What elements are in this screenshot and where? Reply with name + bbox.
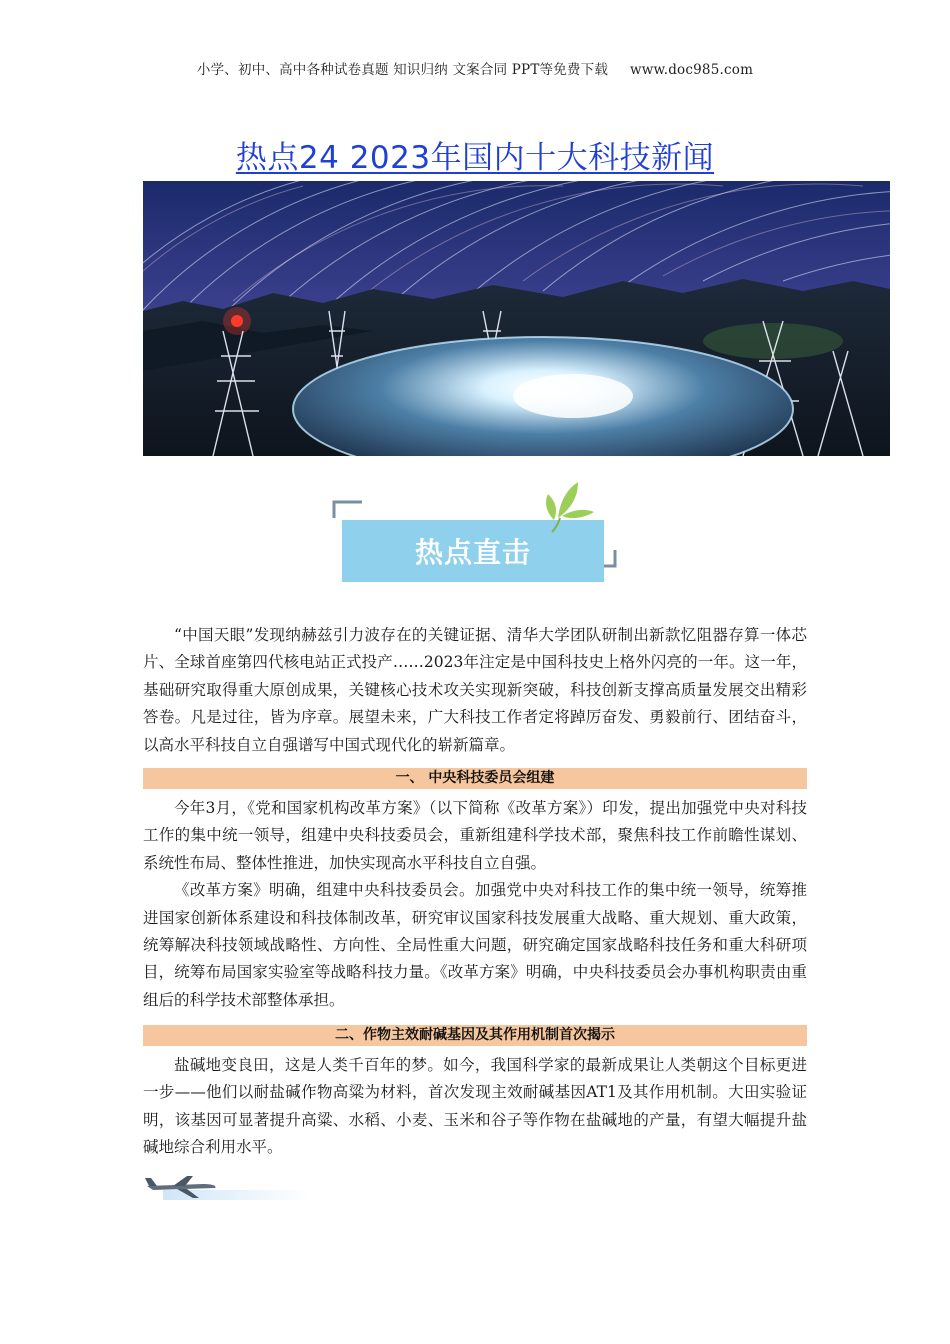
- section-heading-1: 一、 中央科技委员会组建: [143, 768, 807, 789]
- header-tagline: 小学、初中、高中各种试卷真题 知识归纳 文案合同 PPT等免费下载: [196, 62, 609, 78]
- telescope-hero-image: [143, 181, 890, 456]
- intro-paragraph: “中国天眼”发现纳赫兹引力波存在的关键证据、清华大学团队研制出新款忆阻器存算一体芯片、全球首座第四代核电站正式投产……2023年注定是中国科技史上格外闪亮的一年。这一年，基础研究取得重大原创成果，关键核心技术攻关实现新突破，科技创新支撑高质量发展交出精彩答卷。凡是过往，皆为序章。展望未来，广大科技工作者定将踔厉奋发、勇毅前行、团结奋斗，以高水平科技自立自强谱写中国式现代化的崭新篇章。: [143, 626, 807, 754]
- page-header: [0, 58, 950, 78]
- header-site-link[interactable]: www.doc985.com: [630, 62, 754, 78]
- leaf-icon: [546, 482, 594, 520]
- section-2-body: [143, 1052, 807, 1162]
- page-title: [0, 132, 950, 177]
- section-1-paragraph-2: 《改革方案》明确，组建中央科技委员会。加强党中央对科技工作的集中统一领导，统筹推进国家创新体系建设和科技体制改革，研究审议国家科技发展重大战略、重大规划、重大政策，统筹解决科技领域战略性、方向性、全局性重大问题，研究确定国家战略科技任务和重大科研项目，统筹布局国家实验室等战略科技力量。《改革方案》明确，中央科技委员会办事机构职责由重组后的科学技术部整体承担。: [143, 881, 807, 1009]
- section-heading-2: 二、作物主效耐碱基因及其作用机制首次揭示: [143, 1025, 807, 1046]
- title-link[interactable]: 热点24 2023年国内十大科技新闻: [235, 140, 715, 176]
- airplane-icon: [143, 1172, 308, 1204]
- section-1-paragraph-1: 今年3月，《党和国家机构改革方案》（以下简称《改革方案》）印发，提出加强党中央对科技工作的集中统一领导，组建中央科技委员会，重新组建科学技术部，聚焦科技工作前瞻性谋划、系统性布局、整体性推进，加快实现高水平科技自立自强。: [143, 799, 807, 872]
- section-2-paragraph-1: 盐碱地变良田，这是人类千百年的梦。如今，我国科学家的最新成果让人类朝这个目标更进一步——他们以耐盐碱作物高粱为材料，首次发现主效耐碱基因AT1及其作用机制。大田实验证明，该基因可显著提升高粱、水稻、小麦、玉米和谷子等作物在盐碱地的产量，有望大幅提升盐碱地综合利用水平。: [143, 1056, 807, 1157]
- section-1-body: [143, 795, 807, 1014]
- badge-label: 热点直击: [414, 536, 531, 569]
- intro-block: [143, 622, 807, 759]
